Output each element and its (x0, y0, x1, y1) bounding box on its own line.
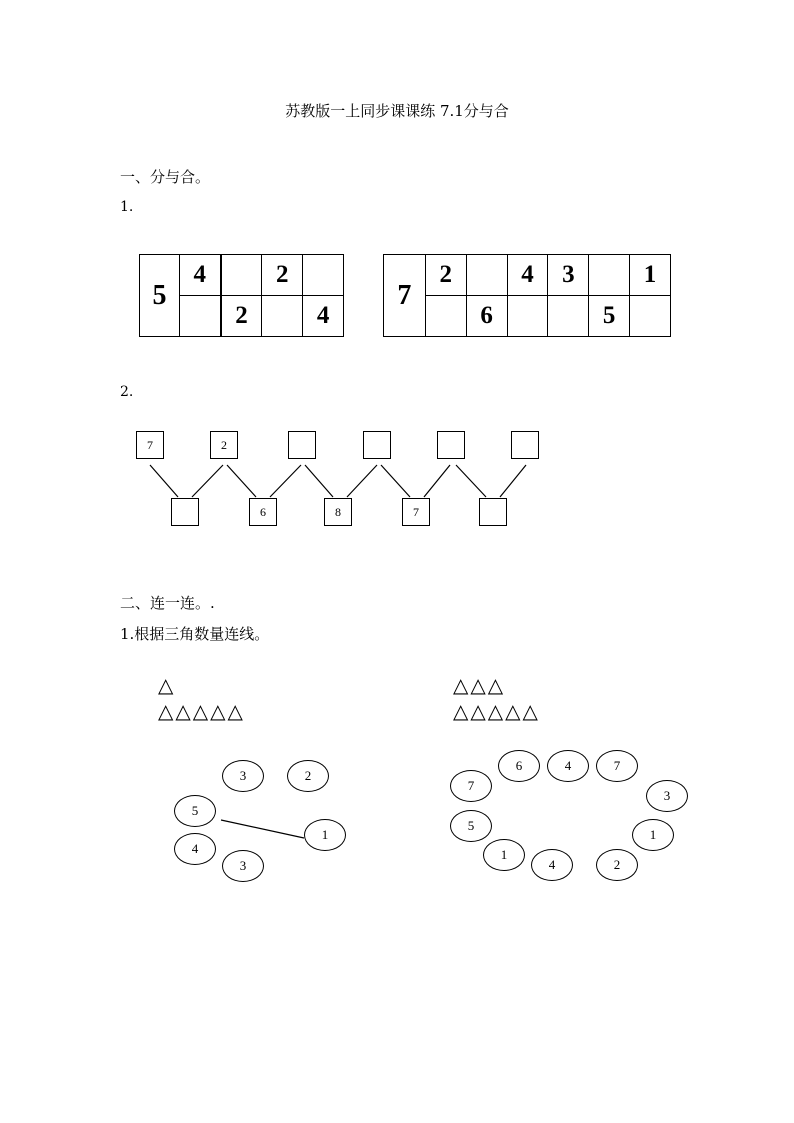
connector-line (381, 465, 410, 497)
section-1-heading: 一、分与合。 (120, 168, 211, 186)
triangle-group: △△△△△ (453, 699, 540, 723)
top-cell[interactable]: 4 (179, 255, 220, 296)
number-circle[interactable]: 5 (450, 810, 492, 842)
question-2-1-label: 1.根据三角数量连线。 (120, 625, 270, 643)
number-box-top: 2 (210, 431, 238, 459)
number-circle[interactable]: 6 (498, 750, 540, 782)
number-circle[interactable]: 3 (222, 760, 264, 792)
connector-line (424, 465, 450, 497)
number-circle[interactable]: 2 (596, 849, 638, 881)
connector-line (227, 465, 256, 497)
question-1-2-label: 2. (120, 384, 134, 400)
number-box-bottom: 8 (324, 498, 352, 526)
bottom-cell[interactable]: 5 (589, 296, 630, 337)
connector-line (270, 465, 301, 497)
page-title: 苏教版一上同步课课练 7.1分与合 (285, 102, 509, 120)
number-circle[interactable]: 5 (174, 795, 216, 827)
number-circle[interactable]: 4 (174, 833, 216, 865)
top-cell[interactable]: 3 (548, 255, 589, 296)
number-box-bottom[interactable] (479, 498, 507, 526)
number-circle[interactable]: 4 (531, 849, 573, 881)
number-box-top[interactable] (363, 431, 391, 459)
total-cell: 7 (384, 255, 426, 337)
triangle-group: △ (158, 673, 176, 697)
top-cell[interactable]: 2 (425, 255, 466, 296)
total-cell: 5 (140, 255, 180, 337)
number-circle[interactable]: 4 (547, 750, 589, 782)
connector-line (150, 465, 178, 497)
number-circle[interactable]: 1 (304, 819, 346, 851)
number-circle[interactable]: 3 (222, 850, 264, 882)
number-circle[interactable]: 7 (450, 770, 492, 802)
number-box-top: 7 (136, 431, 164, 459)
bottom-cell[interactable]: 2 (221, 296, 262, 337)
number-box-top[interactable] (288, 431, 316, 459)
section-2-heading: 二、连一连。. (120, 594, 215, 612)
number-circle[interactable]: 2 (287, 760, 329, 792)
connector-line (500, 465, 526, 497)
number-box-bottom: 6 (249, 498, 277, 526)
bottom-cell[interactable]: 4 (303, 296, 344, 337)
connector-line (347, 465, 377, 497)
number-circle[interactable]: 1 (632, 819, 674, 851)
top-cell[interactable]: 1 (630, 255, 671, 296)
number-box-top[interactable] (437, 431, 465, 459)
connector-line (305, 465, 333, 497)
example-match-line (221, 820, 304, 838)
number-circle[interactable]: 3 (646, 780, 688, 812)
number-box-bottom: 7 (402, 498, 430, 526)
connector-line (456, 465, 486, 497)
triangle-group: △△△△△ (158, 699, 245, 723)
number-box-bottom[interactable] (171, 498, 199, 526)
number-circle[interactable]: 7 (596, 750, 638, 782)
question-1-1-label: 1. (120, 199, 134, 215)
top-cell[interactable]: 2 (262, 255, 303, 296)
triangle-group: △△△ (453, 673, 506, 697)
number-circle[interactable]: 1 (483, 839, 525, 871)
connector-line (192, 465, 223, 497)
top-cell[interactable]: 4 (507, 255, 548, 296)
number-box-top[interactable] (511, 431, 539, 459)
bottom-cell[interactable]: 6 (466, 296, 507, 337)
